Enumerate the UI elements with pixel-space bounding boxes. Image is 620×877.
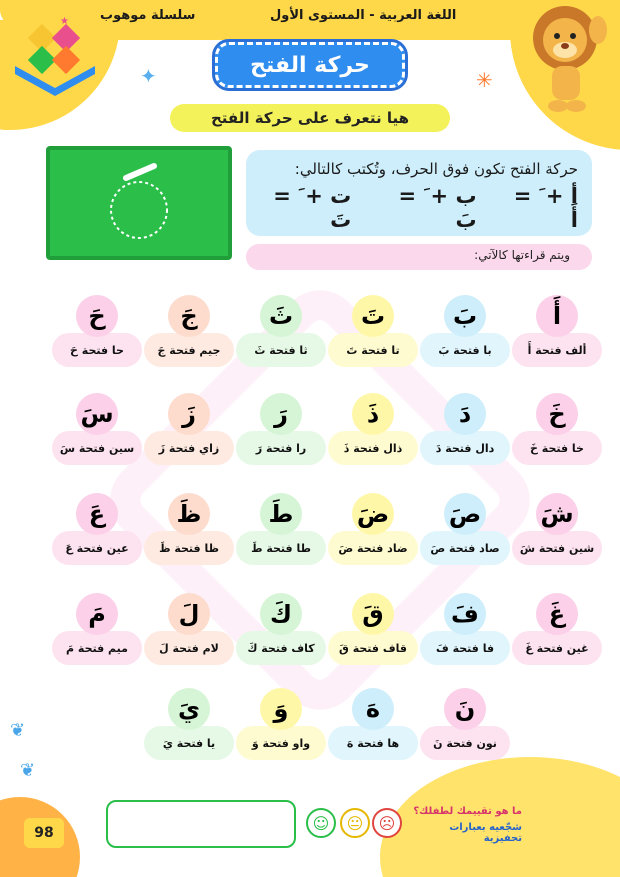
letter-reading-label: ألف فتحة أَ xyxy=(512,333,602,367)
letter-with-fatha: أَ xyxy=(536,295,578,337)
letter-card xyxy=(328,393,418,483)
letter-with-fatha: حَ xyxy=(76,295,118,337)
letter-card xyxy=(512,493,602,583)
fatha-diagram-icon xyxy=(50,150,228,256)
letter-card xyxy=(512,593,602,683)
letter-card xyxy=(420,688,510,778)
explanation-box xyxy=(246,150,592,236)
letter-card xyxy=(236,295,326,385)
letter-card xyxy=(52,295,142,385)
letter-with-fatha: غَ xyxy=(536,593,578,635)
letter-with-fatha: سَ xyxy=(76,393,118,435)
letter-with-fatha: رَ xyxy=(260,393,302,435)
notes-box[interactable] xyxy=(106,800,296,848)
letter-with-fatha: ظَ xyxy=(168,493,210,535)
letter-reading-label: لام فتحة لَ xyxy=(144,631,234,665)
letter-with-fatha: نَ xyxy=(444,688,486,730)
leaf-decoration-icon: ❦ xyxy=(10,720,26,741)
letter-card xyxy=(144,295,234,385)
page-title: حركة الفتح xyxy=(215,42,405,88)
letter-reading-label: حا فتحة حَ xyxy=(52,333,142,367)
letter-card xyxy=(420,393,510,483)
letter-reading-label: دال فتحة دَ xyxy=(420,431,510,465)
letter-card xyxy=(328,295,418,385)
explanation-text: حركة الفتح تكون فوق الحرف، وتُكتب كالتالي: xyxy=(294,160,578,178)
chalkboard xyxy=(46,146,232,260)
letter-card xyxy=(328,593,418,683)
leaf-decoration-icon: ❦ xyxy=(20,760,36,781)
page-number: 98 xyxy=(24,818,64,848)
letter-reading-label: با فتحة بَ xyxy=(420,333,510,367)
letter-reading-label: كاف فتحة كَ xyxy=(236,631,326,665)
letter-card xyxy=(328,688,418,778)
letter-card xyxy=(52,593,142,683)
letter-with-fatha: خَ xyxy=(536,393,578,435)
letter-with-fatha: شَ xyxy=(536,493,578,535)
sparkle-icon: ✦ xyxy=(140,64,157,88)
letter-with-fatha: قَ xyxy=(352,593,394,635)
letter-card xyxy=(512,393,602,483)
letter-reading-label: فا فتحة فَ xyxy=(420,631,510,665)
letter-with-fatha: عَ xyxy=(76,493,118,535)
letter-with-fatha: صَ xyxy=(444,493,486,535)
letter-with-fatha: يَ xyxy=(168,688,210,730)
letter-reading-label: را فتحة رَ xyxy=(236,431,326,465)
letter-card xyxy=(144,393,234,483)
letter-with-fatha: دَ xyxy=(444,393,486,435)
example-ta: ت + َ = تَ xyxy=(273,184,352,232)
letter-with-fatha: جَ xyxy=(168,295,210,337)
svg-text:★: ★ xyxy=(60,16,69,27)
letter-with-fatha: ثَ xyxy=(260,295,302,337)
letter-card xyxy=(236,493,326,583)
letter-card xyxy=(328,493,418,583)
letter-reading-label: غين فتحة غَ xyxy=(512,631,602,665)
series-name: سلسلة موهوب xyxy=(100,8,196,23)
letter-reading-label: واو فتحة وَ xyxy=(236,726,326,760)
example-alef: أ + َ = أَ xyxy=(513,184,578,232)
sun-sparkle-icon: ✳ xyxy=(476,68,493,92)
letter-with-fatha: تَ xyxy=(352,295,394,337)
letter-with-fatha: ضَ xyxy=(352,493,394,535)
example-ba: ب + َ = بَ xyxy=(398,184,477,232)
letter-reading-label: جيم فتحة جَ xyxy=(144,333,234,367)
letter-card xyxy=(420,295,510,385)
letter-card xyxy=(420,593,510,683)
letter-with-fatha: زَ xyxy=(168,393,210,435)
letter-card xyxy=(236,688,326,778)
letter-reading-label: خا فتحة خَ xyxy=(512,431,602,465)
letter-card xyxy=(144,688,234,778)
reading-note: ويتم قراءتها كالآتي: xyxy=(246,244,592,270)
letter-with-fatha: كَ xyxy=(260,593,302,635)
letter-card xyxy=(144,493,234,583)
letter-card xyxy=(52,393,142,483)
subject-level: اللغة العربية - المستوى الأول xyxy=(270,8,457,23)
letter-with-fatha: هَ xyxy=(352,688,394,730)
letter-reading-label: ضاد فتحة ضَ xyxy=(328,531,418,565)
letter-reading-label: ها فتحة هَ xyxy=(328,726,418,760)
book-logo-icon xyxy=(10,16,100,96)
letter-reading-label: نون فتحة نَ xyxy=(420,726,510,760)
subtitle-banner: هيا نتعرف على حركة الفتح xyxy=(170,104,450,132)
lion-mascot-icon xyxy=(520,0,615,115)
letter-reading-label: طا فتحة طَ xyxy=(236,531,326,565)
letter-reading-label: ظا فتحة ظَ xyxy=(144,531,234,565)
letter-with-fatha: وَ xyxy=(260,688,302,730)
letter-with-fatha: بَ xyxy=(444,295,486,337)
letter-reading-label: ذال فتحة ذَ xyxy=(328,431,418,465)
sad-face-icon[interactable]: ☹ xyxy=(372,808,402,838)
letter-card xyxy=(512,295,602,385)
rating-encouragement: شجّعيه بعبارات تحفيزية xyxy=(449,822,522,844)
letter-card xyxy=(52,493,142,583)
letter-with-fatha: ذَ xyxy=(352,393,394,435)
letter-reading-label: زاي فتحة زَ xyxy=(144,431,234,465)
letter-reading-label: قاف فتحة قَ xyxy=(328,631,418,665)
rating-question: ما هو تقييمك لطفلك؟ xyxy=(413,806,522,817)
letter-with-fatha: مَ xyxy=(76,593,118,635)
letter-reading-label: تا فتحة تَ xyxy=(328,333,418,367)
letter-card xyxy=(236,593,326,683)
letter-reading-label: ثا فتحة ثَ xyxy=(236,333,326,367)
letter-reading-label: ميم فتحة مَ xyxy=(52,631,142,665)
happy-face-icon[interactable]: ☺ xyxy=(306,808,336,838)
letter-reading-label: يا فتحة يَ xyxy=(144,726,234,760)
letter-reading-label: صاد فتحة صَ xyxy=(420,531,510,565)
neutral-face-icon[interactable]: 😐 xyxy=(340,808,370,838)
letter-with-fatha: لَ xyxy=(168,593,210,635)
letter-reading-label: سين فتحة سَ xyxy=(52,431,142,465)
letter-reading-label: شين فتحة شَ xyxy=(512,531,602,565)
letter-reading-label: عين فتحة عَ xyxy=(52,531,142,565)
examples-row xyxy=(260,184,578,232)
letter-card xyxy=(236,393,326,483)
letter-card xyxy=(420,493,510,583)
letter-with-fatha: فَ xyxy=(444,593,486,635)
letter-with-fatha: طَ xyxy=(260,493,302,535)
letter-card xyxy=(144,593,234,683)
